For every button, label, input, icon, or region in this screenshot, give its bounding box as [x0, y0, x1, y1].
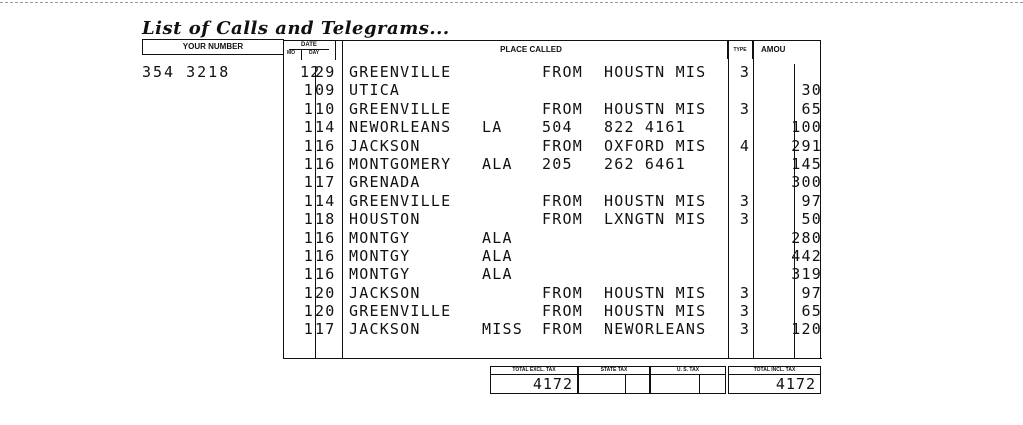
total-excl-tax-label: TOTAL EXCL. TAX [491, 367, 577, 375]
day-cell: 18 [315, 210, 336, 229]
amount-cell: 145 [791, 154, 822, 173]
from-cell: FROM [542, 210, 583, 229]
type-cell: 3 [739, 99, 751, 118]
call-list [300, 63, 822, 339]
day-cell: 14 [315, 191, 336, 210]
city-cell: JACKSON [349, 283, 421, 302]
month-cell: 1 [303, 302, 314, 321]
destination-cell: OXFORD MIS [604, 136, 707, 155]
from-cell: 504 [542, 118, 573, 137]
day-cell: 17 [315, 173, 336, 192]
bottom-border [283, 358, 822, 359]
total-incl-tax-value: 4172 [775, 375, 816, 393]
table-row [300, 81, 822, 99]
day-cell: 10 [315, 99, 336, 118]
day-cell: 17 [315, 320, 336, 339]
month-cell: 1 [303, 154, 314, 173]
state-tax-label: STATE TAX [579, 367, 649, 375]
city-cell: MONTGY [349, 246, 411, 265]
from-cell: FROM [542, 283, 583, 302]
city-cell: GREENVILLE [349, 63, 452, 81]
table-row [300, 320, 822, 338]
month-cell: 1 [303, 81, 314, 100]
your-number-value: 354 3218 [142, 63, 231, 81]
amount-cell: 300 [791, 173, 822, 192]
us-tax-label: U. S. TAX [651, 367, 725, 375]
month-cell: 1 [303, 99, 314, 118]
destination-cell: 822 4161 [604, 118, 686, 137]
table-row [300, 63, 822, 81]
city-cell: GRENADA [349, 173, 421, 192]
from-cell: FROM [542, 136, 583, 155]
destination-cell: HOUSTN MIS [604, 302, 707, 321]
city-cell: GREENVILLE [349, 302, 452, 321]
destination-cell: 262 6461 [604, 154, 686, 173]
table-row [300, 210, 822, 228]
table-row [300, 265, 822, 283]
city-cell: JACKSON [349, 320, 421, 339]
table-row [300, 229, 822, 247]
from-cell: FROM [542, 99, 583, 118]
total-incl-tax-box [728, 366, 821, 394]
month-cell: 12 [300, 63, 321, 81]
header-date [283, 40, 336, 60]
header-day: DAY [309, 50, 320, 56]
day-cell: 16 [315, 246, 336, 265]
state-cell: ALA [482, 154, 513, 173]
from-cell: FROM [542, 191, 583, 210]
amount-cell: 97 [801, 191, 822, 210]
state-cell: ALA [482, 246, 513, 265]
destination-cell: NEWORLEANS [604, 320, 707, 339]
destination-cell: HOUSTN MIS [604, 283, 707, 302]
month-cell: 1 [303, 173, 314, 192]
state-cell: ALA [482, 265, 513, 284]
month-cell: 1 [303, 283, 314, 302]
amount-cell: 291 [791, 136, 822, 155]
month-cell: 1 [303, 210, 314, 229]
us-tax-divider [699, 375, 700, 393]
state-cell: LA [482, 118, 503, 137]
month-cell: 1 [303, 265, 314, 284]
page-title: List of Calls and Telegrams... [142, 18, 450, 39]
table-row [300, 173, 822, 191]
state-tax-box [578, 366, 650, 394]
city-cell: JACKSON [349, 136, 421, 155]
from-cell: FROM [542, 63, 583, 81]
destination-cell: HOUSTN MIS [604, 63, 707, 81]
month-cell: 1 [303, 320, 314, 339]
month-cell: 1 [303, 228, 314, 247]
table-row [300, 155, 822, 173]
day-cell: 16 [315, 154, 336, 173]
amount-cell: 65 [801, 99, 822, 118]
amount-cell: 442 [791, 246, 822, 265]
table-row [300, 100, 822, 118]
table-row [300, 284, 822, 302]
from-cell: FROM [542, 320, 583, 339]
type-cell: 3 [739, 191, 751, 210]
city-cell: MONTGY [349, 228, 411, 247]
type-cell: 3 [739, 320, 751, 339]
city-cell: GREENVILLE [349, 191, 452, 210]
state-cell: MISS [482, 320, 523, 339]
amount-cell: 120 [791, 320, 822, 339]
type-cell: 3 [739, 210, 751, 229]
month-cell: 1 [303, 191, 314, 210]
amount-cell: 280 [791, 228, 822, 247]
from-cell: 205 [542, 154, 573, 173]
header-amount: AMOU [753, 40, 821, 58]
total-incl-tax-label: TOTAL INCL. TAX [729, 367, 820, 375]
city-cell: MONTGY [349, 265, 411, 284]
total-excl-tax-value: 4172 [532, 375, 573, 393]
state-tax-divider [625, 375, 626, 393]
from-cell: FROM [542, 302, 583, 321]
month-cell: 1 [303, 246, 314, 265]
destination-cell: HOUSTN MIS [604, 99, 707, 118]
header-your-number: YOUR NUMBER [142, 39, 284, 55]
day-cell: 20 [315, 283, 336, 302]
table-row [300, 137, 822, 155]
city-cell: UTICA [349, 81, 401, 100]
day-cell: 16 [315, 265, 336, 284]
city-cell: NEWORLEANS [349, 118, 452, 137]
amount-cell: 97 [801, 283, 822, 302]
type-cell: 4 [739, 136, 751, 155]
total-excl-tax-box [490, 366, 578, 394]
us-tax-box [650, 366, 726, 394]
header-place-called: PLACE CALLED [335, 40, 728, 59]
type-cell: 3 [739, 283, 751, 302]
day-cell: 29 [315, 63, 336, 81]
type-cell: 3 [739, 63, 751, 81]
type-cell: 3 [739, 302, 751, 321]
header-date-divider [301, 50, 302, 60]
day-cell: 09 [315, 81, 336, 100]
destination-cell: HOUSTN MIS [604, 191, 707, 210]
day-cell: 20 [315, 302, 336, 321]
amount-cell: 30 [801, 81, 822, 100]
day-cell: 16 [315, 228, 336, 247]
amount-cell: 50 [801, 210, 822, 229]
city-cell: HOUSTON [349, 210, 421, 229]
table-row [300, 247, 822, 265]
table-row [300, 192, 822, 210]
day-cell: 16 [315, 136, 336, 155]
header-mo: MO [287, 50, 296, 56]
month-cell: 1 [303, 136, 314, 155]
state-cell: ALA [482, 228, 513, 247]
left-border [283, 40, 284, 358]
header-type: TYPE [728, 40, 753, 59]
table-row [300, 118, 822, 136]
day-cell: 14 [315, 118, 336, 137]
amount-cell: 100 [791, 118, 822, 137]
month-cell: 1 [303, 118, 314, 137]
amount-cell: 319 [791, 265, 822, 284]
city-cell: GREENVILLE [349, 99, 452, 118]
city-cell: MONTGOMERY [349, 154, 452, 173]
table-row [300, 302, 822, 320]
destination-cell: LXNGTN MIS [604, 210, 707, 229]
perforation-line [0, 2, 1023, 3]
amount-cell: 65 [801, 302, 822, 321]
header-date-label: DATE [289, 41, 329, 50]
